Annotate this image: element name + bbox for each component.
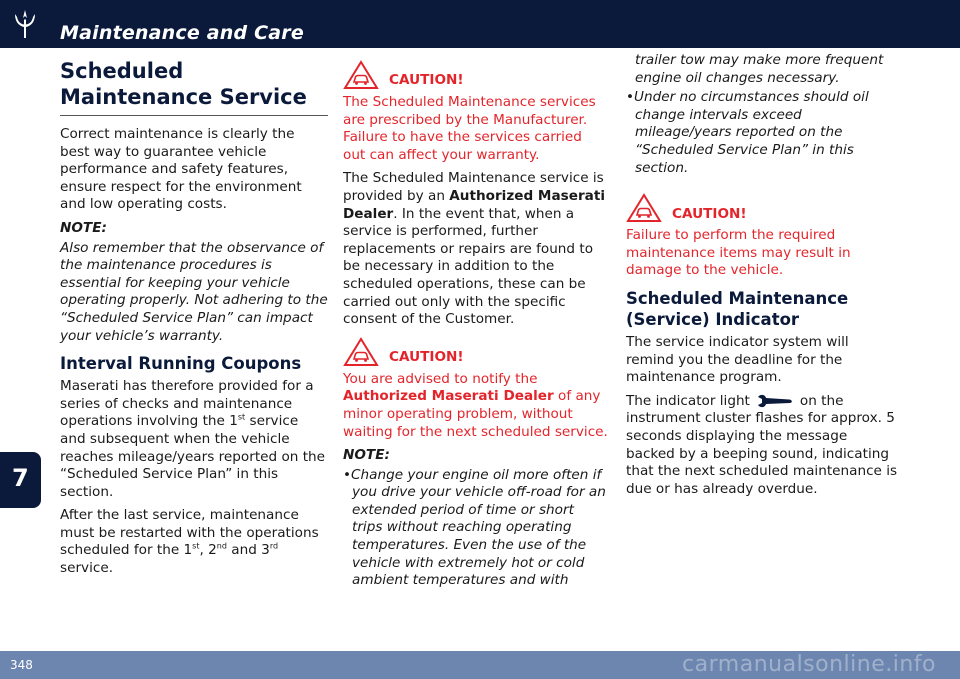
note-label-2: NOTE: <box>343 447 390 464</box>
wrench-icon <box>756 394 794 408</box>
caution-car-icon <box>343 337 379 367</box>
coupons-heading: Interval Running Coupons <box>60 354 302 374</box>
caution-car-icon <box>343 60 379 90</box>
note-text: Also remember that the observance of the maintenance procedures is essential for keeping your vehicle operating properly. Not adhering to the “Scheduled Service Plan” can impact your vehicle’s warranty. <box>60 239 328 344</box>
caution-block-1 <box>343 60 608 90</box>
column-middle <box>343 52 608 592</box>
coupons-paragraph-1: Maserati has therefore provided for a series of checks and maintenance operations involving the 1st service and subsequent when the vehicle reaches mileage/years reported on the “Scheduled Service Plan” in this section. <box>60 378 326 500</box>
page-title: Scheduled Maintenance Service <box>60 59 307 109</box>
caution-text-2: You are advised to notify the Authorized Maserati Dealer of any minor operating problem, without waiting for the next scheduled service. <box>343 370 608 440</box>
page-footer <box>0 651 960 679</box>
note-bullet-1-continued: trailer tow may make more frequent engine oil changes necessary. <box>635 52 884 86</box>
indicator-heading: Scheduled Maintenance (Service) Indicator <box>626 288 849 329</box>
caution-label-3: CAUTION! <box>672 205 747 222</box>
note-label: NOTE: <box>60 219 107 236</box>
caution-label-1: CAUTION! <box>389 72 464 89</box>
intro-paragraph: Correct maintenance is clearly the best way to guarantee vehicle performance and safety features, ensure respect for the environment and low operating costs. <box>60 126 302 213</box>
page-number: 348 <box>10 658 33 672</box>
caution-car-icon <box>626 193 662 223</box>
indicator-paragraph-1: The service indicator system will remind you the deadline for the maintenance program. <box>626 333 849 386</box>
coupons-paragraph-2: After the last service, maintenance must be restarted with the operations scheduled for the 1st, 2nd and 3rd service. <box>60 507 319 577</box>
dealer-paragraph: The Scheduled Maintenance service is provided by an Authorized Maserati Dealer. In the event that, when a service is performed, further replacements or repairs are found to be necessary in addition to the scheduled operations, these can be carried out only with the specific consent of the Customer. <box>343 170 605 328</box>
note-bullet-1: •Change your engine oil more often if you drive your vehicle off-road for an extended period of time or short trips without reaching operating temperatures. Even the use of the vehicle with extremely hot or cold ambient temperatures and with <box>343 466 606 589</box>
column-left <box>60 52 328 584</box>
caution-block-2 <box>343 337 608 367</box>
indicator-paragraph-2: The indicator light on the instrument cluster flashes for approx. 5 seconds displaying the message backed by a beeping sound, indicating that the next scheduled maintenance is due or has already overdue. <box>626 392 898 497</box>
chapter-number: 7 <box>12 464 29 492</box>
column-right <box>626 52 898 504</box>
title-divider <box>60 115 328 116</box>
caution-text-3: Failure to perform the required maintenance items may result in damage to the vehicle. <box>626 227 851 279</box>
note-bullet-2: •Under no circumstances should oil change intervals exceed mileage/years reported on the “Scheduled Service Plan” in this section. <box>626 89 869 176</box>
section-title: Maintenance and Care <box>60 22 304 44</box>
watermark: carmanualsonline.info <box>682 652 936 677</box>
caution-block-3 <box>626 193 898 223</box>
page-header <box>0 0 960 48</box>
caution-label-2: CAUTION! <box>389 349 464 366</box>
caution-text-1: The Scheduled Maintenance services are prescribed by the Manufacturer. Failure to have the services carried out can affect your warranty. <box>343 94 596 163</box>
trident-logo-icon <box>10 8 40 40</box>
chapter-tab[interactable] <box>0 452 41 508</box>
